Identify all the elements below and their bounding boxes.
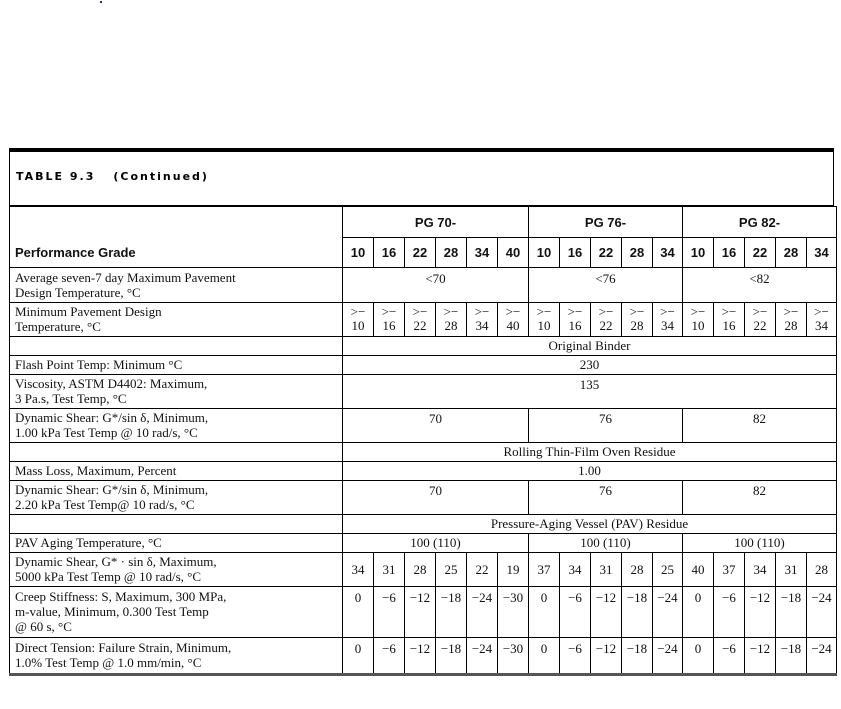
value-cell: 25 bbox=[436, 552, 467, 586]
min-temp-value: 34 bbox=[661, 318, 674, 333]
value-cell: 135 bbox=[343, 374, 837, 408]
row-label-line: 5000 kPa Test Temp @ 10 rad/s, °C bbox=[15, 569, 202, 584]
value-cell: 0 bbox=[343, 586, 374, 637]
row-label bbox=[10, 586, 343, 637]
value-cell: −12 bbox=[591, 637, 622, 674]
min-temp-cell bbox=[745, 302, 776, 336]
grade-cell: 10 bbox=[683, 238, 714, 268]
ge-prefix: >− bbox=[443, 304, 459, 319]
min-temp-cell bbox=[560, 302, 591, 336]
creep-stiffness-row bbox=[10, 586, 837, 637]
ge-prefix: >− bbox=[752, 304, 768, 319]
value-cell: −6 bbox=[714, 637, 745, 674]
grade-cell: 16 bbox=[374, 238, 405, 268]
value-cell: 0 bbox=[529, 586, 560, 637]
value-cell: −12 bbox=[745, 586, 776, 637]
min-temp-cell bbox=[776, 302, 807, 336]
section-pav bbox=[10, 514, 837, 533]
value-cell: 0 bbox=[529, 637, 560, 674]
row-label-line: Average seven-7 day Maximum Pavement bbox=[15, 269, 236, 285]
ge-prefix: >− bbox=[412, 304, 428, 319]
dynamic-shear-unaged-row bbox=[10, 408, 837, 442]
value-cell: 76 bbox=[529, 480, 683, 514]
value-cell: 28 bbox=[622, 552, 653, 586]
section-title: Rolling Thin-Film Oven Residue bbox=[343, 442, 837, 461]
row-label-line: m-value, Minimum, 0.300 Test Temp bbox=[15, 604, 209, 619]
value-cell: −24 bbox=[653, 586, 683, 637]
value-cell: −24 bbox=[467, 637, 498, 674]
row-label-line: Minimum Pavement Design bbox=[15, 304, 162, 319]
min-temp-value: 10 bbox=[351, 318, 365, 333]
header-blank bbox=[10, 207, 343, 238]
grade-cell: 22 bbox=[745, 238, 776, 268]
ge-prefix: >− bbox=[567, 304, 583, 319]
ge-prefix: >− bbox=[474, 304, 490, 319]
value-cell: 25 bbox=[653, 552, 683, 586]
min-temp-value: 16 bbox=[382, 318, 396, 333]
min-temp-cell bbox=[436, 302, 467, 336]
value-cell: −24 bbox=[807, 637, 837, 674]
value-cell: 34 bbox=[745, 552, 776, 586]
value-cell: <76 bbox=[529, 267, 683, 302]
value-cell: 1.00 bbox=[343, 461, 837, 480]
min-temp-value: 10 bbox=[691, 318, 705, 333]
section-title: Original Binder bbox=[343, 336, 837, 355]
value-cell: <70 bbox=[343, 267, 529, 302]
value-cell: −18 bbox=[776, 586, 807, 637]
value-cell: −24 bbox=[807, 586, 837, 637]
value-cell: −18 bbox=[622, 586, 653, 637]
value-cell: 0 bbox=[343, 637, 374, 674]
row-label bbox=[10, 408, 343, 442]
min-pav-temp-row bbox=[10, 302, 837, 336]
value-cell: −6 bbox=[560, 637, 591, 674]
section-blank bbox=[10, 442, 343, 461]
min-temp-cell bbox=[343, 302, 374, 336]
ge-prefix: >− bbox=[629, 304, 645, 319]
grade-cell: 16 bbox=[560, 238, 591, 268]
row-label bbox=[10, 480, 343, 514]
table-title-label: TABLE 9.3 bbox=[16, 170, 96, 183]
value-cell: 70 bbox=[343, 408, 529, 442]
grade-cell: 22 bbox=[405, 238, 436, 268]
value-cell: 82 bbox=[683, 408, 837, 442]
grade-table bbox=[9, 206, 837, 676]
value-cell: 34 bbox=[560, 552, 591, 586]
min-temp-value: 22 bbox=[413, 318, 427, 333]
row-label bbox=[10, 552, 343, 586]
value-cell: −24 bbox=[653, 637, 683, 674]
min-temp-value: 34 bbox=[475, 318, 489, 333]
value-cell: −12 bbox=[405, 586, 436, 637]
value-cell: −18 bbox=[776, 637, 807, 674]
ge-prefix: >− bbox=[660, 304, 675, 319]
row-label-line: Dynamic Shear: G*/sin δ, Minimum, bbox=[15, 410, 209, 425]
value-cell: 28 bbox=[807, 552, 837, 586]
min-temp-value: 28 bbox=[444, 318, 458, 333]
value-cell: −18 bbox=[436, 637, 467, 674]
min-temp-cell bbox=[591, 302, 622, 336]
row-label-line: 2.20 kPa Test Temp@ 10 rad/s, °C bbox=[15, 497, 195, 512]
grade-header-row bbox=[10, 238, 837, 268]
row-label: PAV Aging Temperature, °C bbox=[10, 533, 343, 552]
grade-cell: 28 bbox=[776, 238, 807, 268]
value-cell: 70 bbox=[343, 480, 529, 514]
row-label-line: 1.0% Test Temp @ 1.0 mm/min, °C bbox=[15, 655, 202, 670]
min-temp-value: 10 bbox=[537, 318, 551, 333]
spec-table bbox=[9, 148, 834, 676]
row-label-line: 1.00 kPa Test Temp @ 10 rad/s, °C bbox=[15, 425, 198, 440]
section-blank bbox=[10, 336, 343, 355]
value-cell: 28 bbox=[405, 552, 436, 586]
row-label-line: Dynamic Shear, G* · sin δ, Maximum, bbox=[15, 554, 217, 569]
grade-cell: 34 bbox=[467, 238, 498, 268]
min-temp-value: 40 bbox=[506, 318, 520, 333]
value-cell: <82 bbox=[683, 267, 837, 302]
value-cell: 31 bbox=[776, 552, 807, 586]
section-title: Pressure-Aging Vessel (PAV) Residue bbox=[343, 514, 837, 533]
min-temp-cell bbox=[374, 302, 405, 336]
min-temp-value: 34 bbox=[815, 318, 828, 333]
group-pg76: PG 76- bbox=[529, 207, 683, 238]
stray-dot bbox=[100, 1, 102, 3]
section-blank bbox=[10, 514, 343, 533]
min-temp-cell bbox=[622, 302, 653, 336]
value-cell: −18 bbox=[436, 586, 467, 637]
grade-cell: 34 bbox=[653, 238, 683, 268]
direct-tension-row bbox=[10, 637, 837, 674]
ge-prefix: >− bbox=[690, 304, 706, 319]
value-cell: −6 bbox=[560, 586, 591, 637]
flash-point-row bbox=[10, 355, 837, 374]
row-label-line: Dynamic Shear: G*/sin δ, Minimum, bbox=[15, 482, 209, 497]
mass-loss-row bbox=[10, 461, 837, 480]
dynamic-shear-rtfo-row bbox=[10, 480, 837, 514]
min-temp-cell bbox=[529, 302, 560, 336]
ge-prefix: >− bbox=[783, 304, 799, 319]
avg-max-temp-row bbox=[10, 267, 837, 302]
ge-prefix: >− bbox=[505, 304, 521, 319]
value-cell: 31 bbox=[374, 552, 405, 586]
min-temp-value: 16 bbox=[722, 318, 736, 333]
value-cell: 34 bbox=[343, 552, 374, 586]
min-temp-value: 22 bbox=[599, 318, 613, 333]
group-pg70: PG 70- bbox=[343, 207, 529, 238]
value-cell: 76 bbox=[529, 408, 683, 442]
row-label-line: Temperature, °C bbox=[15, 319, 101, 334]
row-label-line: Viscosity, ASTM D4402: Maximum, bbox=[15, 376, 208, 391]
row-label-line: Direct Tension: Failure Strain, Minimum, bbox=[15, 640, 232, 655]
value-cell: 37 bbox=[714, 552, 745, 586]
min-temp-cell bbox=[405, 302, 436, 336]
grade-cell: 16 bbox=[714, 238, 745, 268]
value-cell: 19 bbox=[498, 552, 529, 586]
grade-cell: 28 bbox=[436, 238, 467, 268]
row-label bbox=[10, 637, 343, 674]
grade-cell: 22 bbox=[591, 238, 622, 268]
table-title bbox=[9, 152, 834, 206]
value-cell: −12 bbox=[745, 637, 776, 674]
value-cell: −12 bbox=[405, 637, 436, 674]
row-label-line: @ 60 s, °C bbox=[15, 619, 72, 634]
value-cell: 31 bbox=[591, 552, 622, 586]
viscosity-row bbox=[10, 374, 837, 408]
grade-cell: 10 bbox=[529, 238, 560, 268]
ge-prefix: >− bbox=[814, 304, 829, 319]
value-cell: −12 bbox=[591, 586, 622, 637]
value-cell: −30 bbox=[498, 637, 529, 674]
value-cell: 22 bbox=[467, 552, 498, 586]
value-cell: 100 (110) bbox=[529, 533, 683, 552]
min-temp-cell bbox=[714, 302, 745, 336]
value-cell: −18 bbox=[622, 637, 653, 674]
min-temp-cell bbox=[683, 302, 714, 336]
section-original-binder bbox=[10, 336, 837, 355]
value-cell: 40 bbox=[683, 552, 714, 586]
row-label bbox=[10, 302, 343, 336]
row-label bbox=[10, 374, 343, 408]
value-cell: 0 bbox=[683, 586, 714, 637]
value-cell: 100 (110) bbox=[683, 533, 837, 552]
value-cell: −6 bbox=[374, 637, 405, 674]
value-cell: 230 bbox=[343, 355, 837, 374]
value-cell: −24 bbox=[467, 586, 498, 637]
min-temp-cell bbox=[467, 302, 498, 336]
table-title-note: (Continued) bbox=[113, 170, 209, 183]
min-temp-value: 22 bbox=[753, 318, 767, 333]
min-temp-cell bbox=[807, 302, 837, 336]
min-temp-cell bbox=[498, 302, 529, 336]
group-pg82: PG 82- bbox=[683, 207, 837, 238]
row-label-line: Creep Stiffness: S, Maximum, 300 MPa, bbox=[15, 589, 227, 604]
grade-cell: 40 bbox=[498, 238, 529, 268]
ge-prefix: >− bbox=[721, 304, 737, 319]
value-cell: 100 (110) bbox=[343, 533, 529, 552]
performance-grade-label: Performance Grade bbox=[10, 238, 343, 268]
grade-cell: 28 bbox=[622, 238, 653, 268]
value-cell: 82 bbox=[683, 480, 837, 514]
grade-cell: 10 bbox=[343, 238, 374, 268]
value-cell: −6 bbox=[374, 586, 405, 637]
pav-aging-row bbox=[10, 533, 837, 552]
row-label-line: Design Temperature, °C bbox=[15, 284, 141, 300]
dynamic-shear-pav-row bbox=[10, 552, 837, 586]
min-temp-value: 28 bbox=[784, 318, 798, 333]
value-cell: 0 bbox=[683, 637, 714, 674]
value-cell: 37 bbox=[529, 552, 560, 586]
grade-cell: 34 bbox=[807, 238, 837, 268]
value-cell: −6 bbox=[714, 586, 745, 637]
row-label bbox=[10, 267, 343, 302]
ge-prefix: >− bbox=[350, 304, 366, 319]
section-rtfo bbox=[10, 442, 837, 461]
row-label: Flash Point Temp: Minimum °C bbox=[10, 355, 343, 374]
ge-prefix: >− bbox=[598, 304, 614, 319]
row-label: Mass Loss, Maximum, Percent bbox=[10, 461, 343, 480]
row-label-line: 3 Pa.s, Test Temp, °C bbox=[15, 391, 127, 406]
value-cell: −30 bbox=[498, 586, 529, 637]
min-temp-value: 16 bbox=[568, 318, 582, 333]
ge-prefix: >− bbox=[381, 304, 397, 319]
min-temp-cell bbox=[653, 302, 683, 336]
min-temp-value: 28 bbox=[630, 318, 644, 333]
ge-prefix: >− bbox=[536, 304, 552, 319]
